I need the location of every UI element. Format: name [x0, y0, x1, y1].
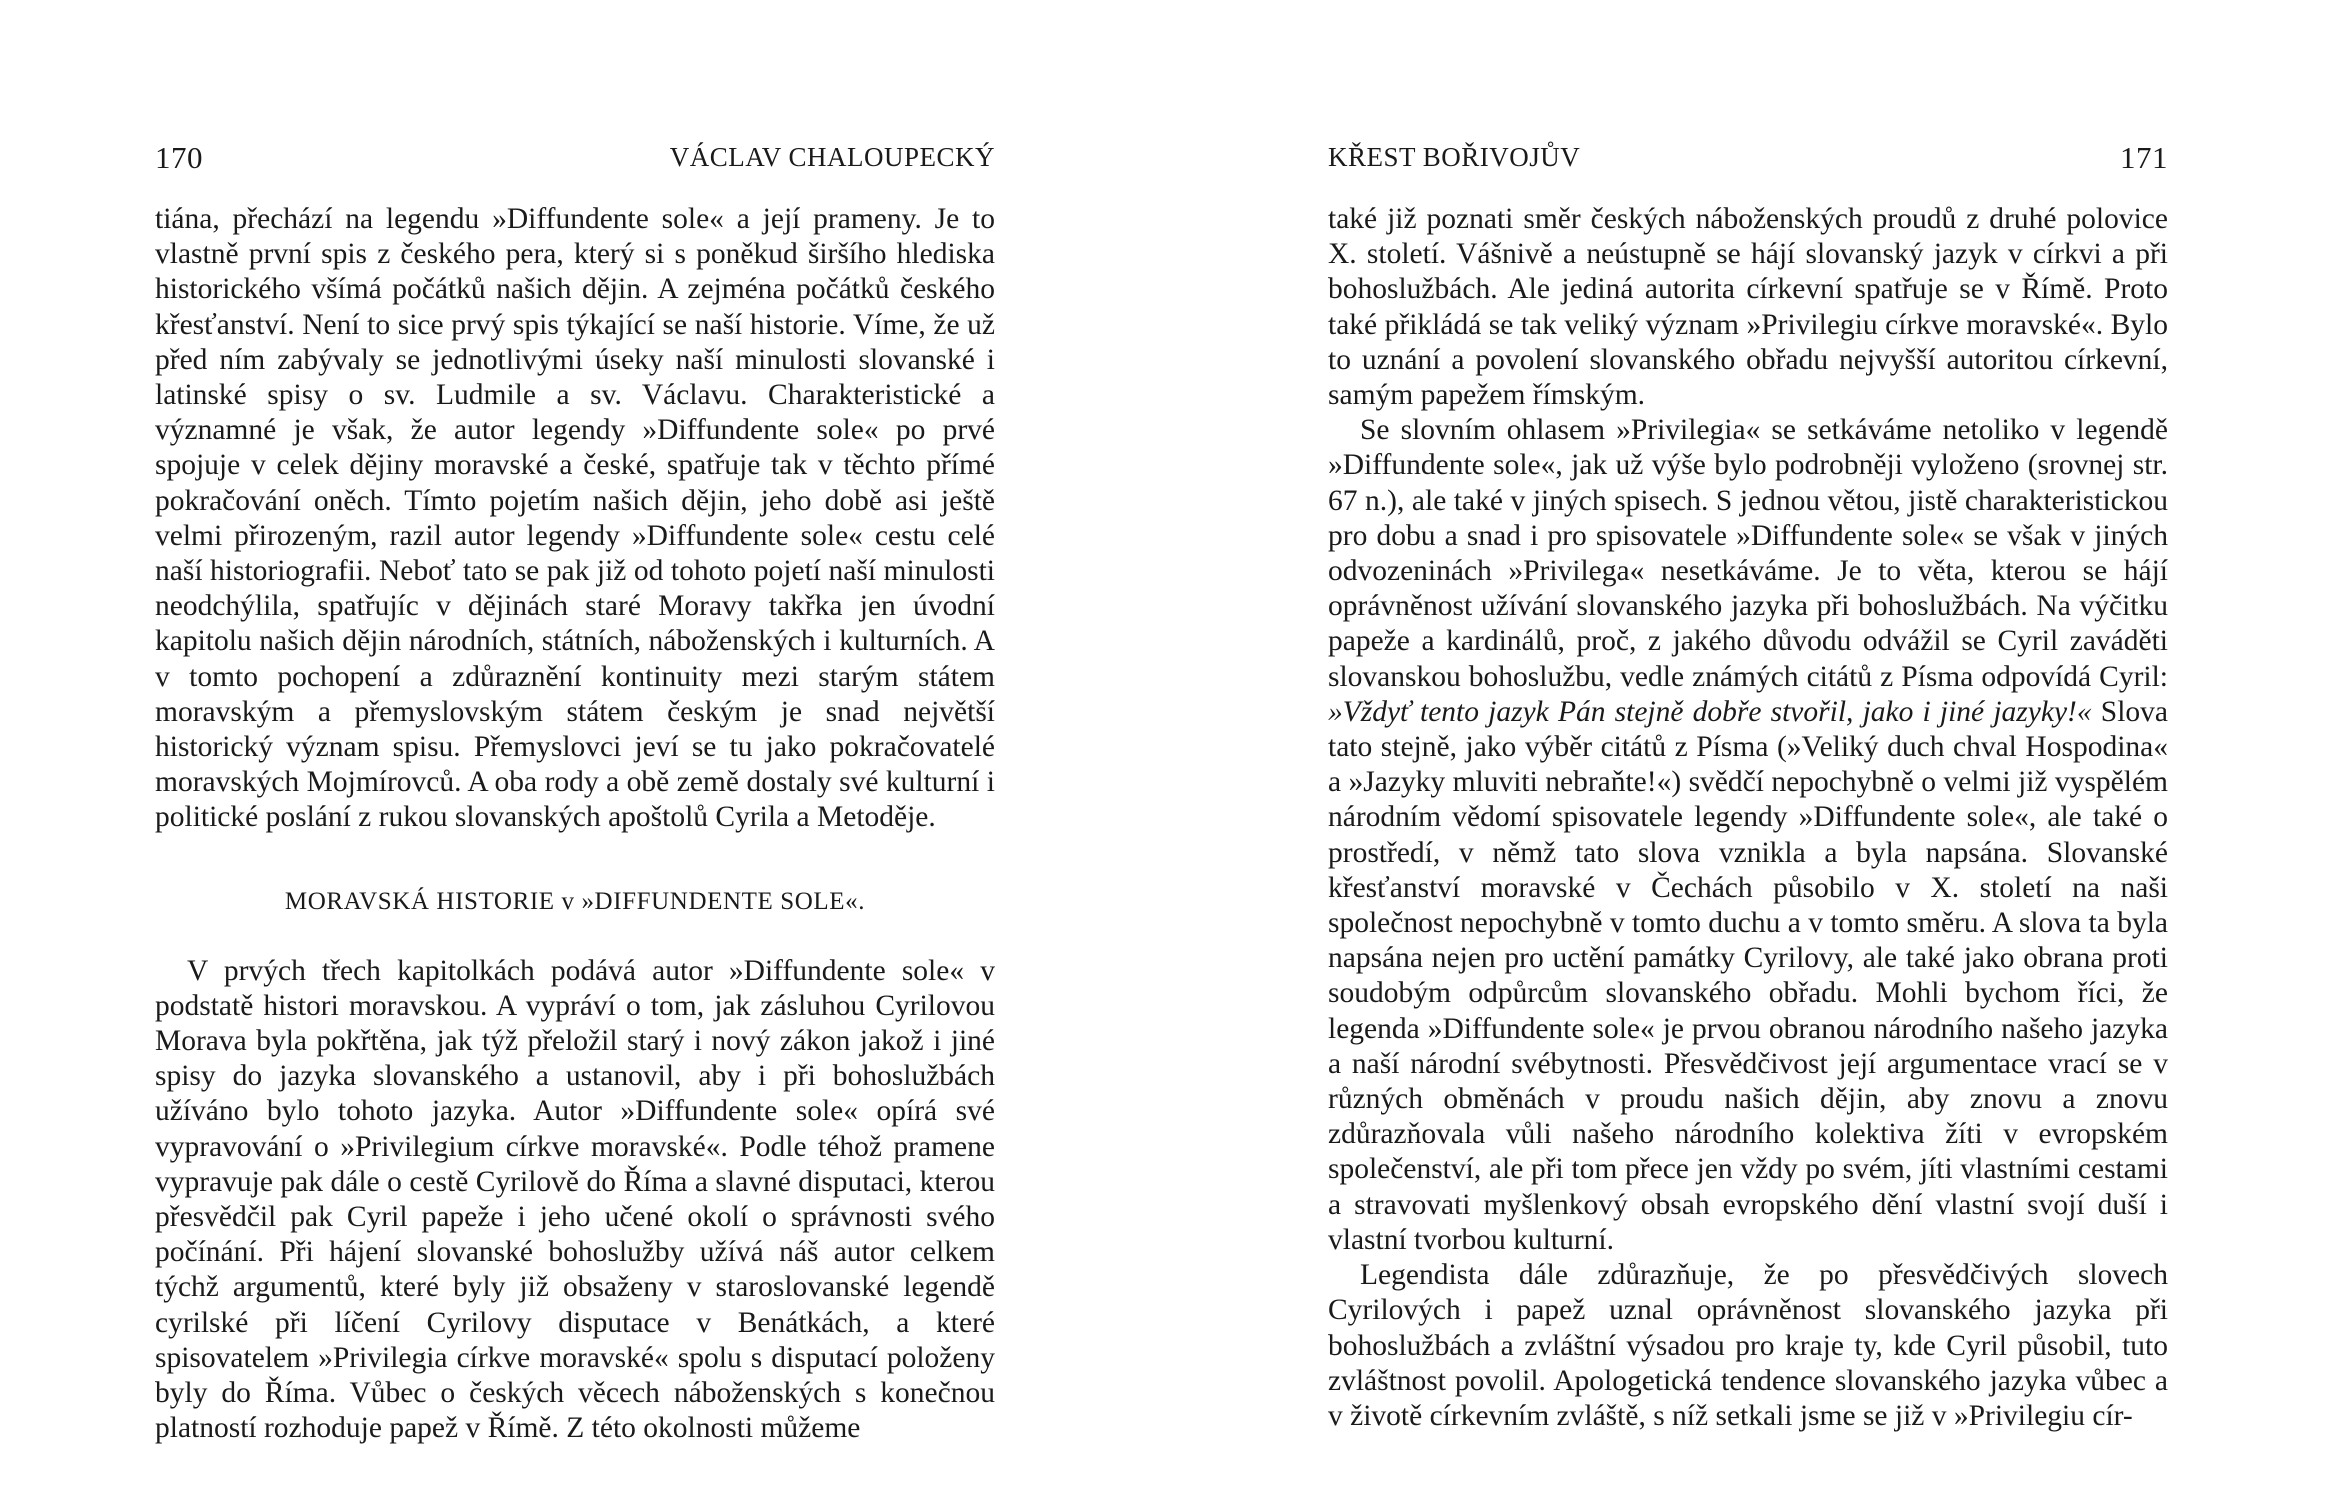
left-paragraph-1: tiána, přechází na legendu »Diffundente sole« a její prameny. Je to vlastně první spis z českého pera, který si s poněkud širšího hlediska historického všímá počátků našich dějin. A zejména počátků českého křesťanství. Není to sice prvý spis týkající se naší historie. Víme, že už před ním zabývaly se jednotlivými úseky naší minulosti slovanské i latinské spisy o sv. Ludmile a sv. Václavu. Charakteristické a významné je však, že autor legendy »Diffundente sole« po prvé spojuje v celek dějiny moravské a české, spatřuje tak v těchto přímé pokračování oněch. Tímto pojetím našich dějin, jeho době asi ještě velmi přirozeným, razil autor legendy »Diffundente sole« cestu celé naší historiografii. Neboť tato se pak již od tohoto pojetí naší minulosti neodchýlila, spatřujíc v dějinách staré Moravy takřka jen úvodní kapitolu našich dějin národních, státních, náboženských i kulturních. A v tomto pochopení a zdůraznění kontinuity mezi starým státem moravským a přemyslovským státem českým je snad největší historický význam spisu. Přemyslovci jeví se tu jako pokračovatelé moravských Mojmírovců. A oba rody a obě země dostaly své kulturní i politické poslání z rukou slovanských apoštolů Cyrila a Metoděje.	[155, 203, 995, 834]
left-page	[155, 140, 995, 1447]
right-paragraph-1: také již poznati směr českých náboženských proudů z druhé polovice X. století. Vášnivě a neústupně se hájí slovanský jazyk v církvi a při bohoslužbách. Ale jediná autorita církevní spatřuje se v Římě. Proto také přikládá se tak veliký význam »Privilegiu církve moravské«. Bylo to uznání a povolení slovanského obřadu nejvyšší autoritou církevní, samým papežem římským.	[1328, 203, 2168, 412]
right-page-number: 171	[2120, 140, 2168, 175]
left-body-text	[155, 202, 995, 1447]
left-running-title: VÁCLAV CHALOUPECKÝ	[669, 142, 995, 172]
left-running-head	[155, 140, 995, 176]
right-running-title: KŘEST BOŘIVOJŮV	[1328, 142, 1581, 172]
right-running-head	[1328, 140, 2168, 176]
right-paragraph-3: Legendista dále zdůrazňuje, že po přesvědčivých slovech Cyrilových i papež uznal oprávněnost slovanského jazyka při bohoslužbách a zvláštní výsadou pro kraje ty, kde Cyril působil, tuto zvláštnost povolil. Apologetická tendence slovanského jazyka vůbec a v životě církevním zvláště, s níž setkali jsme se již v »Privilegiu cír-	[1328, 1259, 2168, 1432]
right-body-text	[1328, 202, 2168, 1434]
paragraph-2-text-b: Slova tato stejně, jako výběr citátů z Písma (»Veliký duch chval Hospodina« a »Jazyky mluviti nebraňte!«) svědčí nepochybně o velmi již vyspělém národním vědomí spisovatele legendy »Diffundente sole«, ale také o prostředí, v němž tato slova vznikla a byla napsána. Slovanské křesťanství moravské v Čechách působilo v X. století na naši společnost nepochybně v tomto duchu a v tomto směru. A slova ta byla napsána nejen pro uctění památky Cyrilovy, ale také jako obrana proti soudobým odpůrcům slovanského obřadu. Mohli bychom říci, že legenda »Diffundente sole« je prvou obranou národního našeho jazyka a naší národní svébytnosti. Přesvědčivost její argumentace vrací se v různých obměnách v proudu našich dějin, aby znovu a znovu zdůrazňovala vůli našeho národního kolektiva žíti v evropském společenství, ale při tom přece jen vždy po svém, jíti vlastními cestami a stravovati myšlenkový obsah evropského dění vlastní svojí duší i vlastní tvorbou kulturní.	[1328, 695, 2168, 1256]
left-paragraph-2: V prvých třech kapitolkách podává autor »Diffundente sole« v podstatě histori moravskou. A vypráví o tom, jak zásluhou Cyrilovou Morava byla pokřtěna, jak týž přeložil starý i nový zákon jakož i jiné spisy do jazyka slovanského a ustanovil, aby i při bohoslužbách užíváno bylo tohoto jazyka. Autor »Diffundente sole« opírá své vypravování o »Privilegium církve moravské«. Podle téhož pramene vypravuje pak dále o cestě Cyrilově do Říma a slavné disputaci, kterou přesvědčil pak Cyril papeže i jeho učené okolí o správnosti svého počínání. Při hájení slovanské bohoslužby užívá náš autor celkem týchž argumentů, které byly již obsaženy v staroslovanské legendě cyrilské při líčení Cyrilovy disputace v Benátkách, a které spisovatelem »Privilegia církve moravské« spolu s disputací položeny byly do Říma. Vůbec o českých věcech náboženských s konečnou platností rozhoduje papež v Římě. Z této okolnosti můžeme	[155, 954, 995, 1445]
right-page	[1328, 140, 2168, 1434]
left-page-number: 170	[155, 140, 203, 175]
right-paragraph-2	[1328, 413, 2168, 1258]
section-heading: MORAVSKÁ HISTORIE v »DIFFUNDENTE SOLE«.	[284, 887, 866, 915]
cyril-quote: »Vždyť tento jazyk Pán stejně dobře stvořil, jako i jiné jazyky!«	[1328, 695, 2092, 728]
paragraph-2-text-a: Se slovním ohlasem »Privilegia« se setkáváme netoliko v legendě »Diffundente sole«, jak už výše bylo podrobněji vyloženo (srovnej str. 67 n.), ale také v jiných spisech. S jednou větou, jistě charakteristickou pro dobu a snad i pro spisovatele »Diffundente sole« se však v jiných odvozeninách »Privilega« nesetkáváme. Je to věta, kterou se hájí oprávněnost užívání slovanského jazyka při bohoslužbách. Na výčitku papeže a kardinálů, proč, z jakého důvodu odvážil se Cyril zaváděti slovanskou bohoslužbu, vedle známých citátů z Písma odpovídá Cyril:	[1328, 414, 2168, 693]
